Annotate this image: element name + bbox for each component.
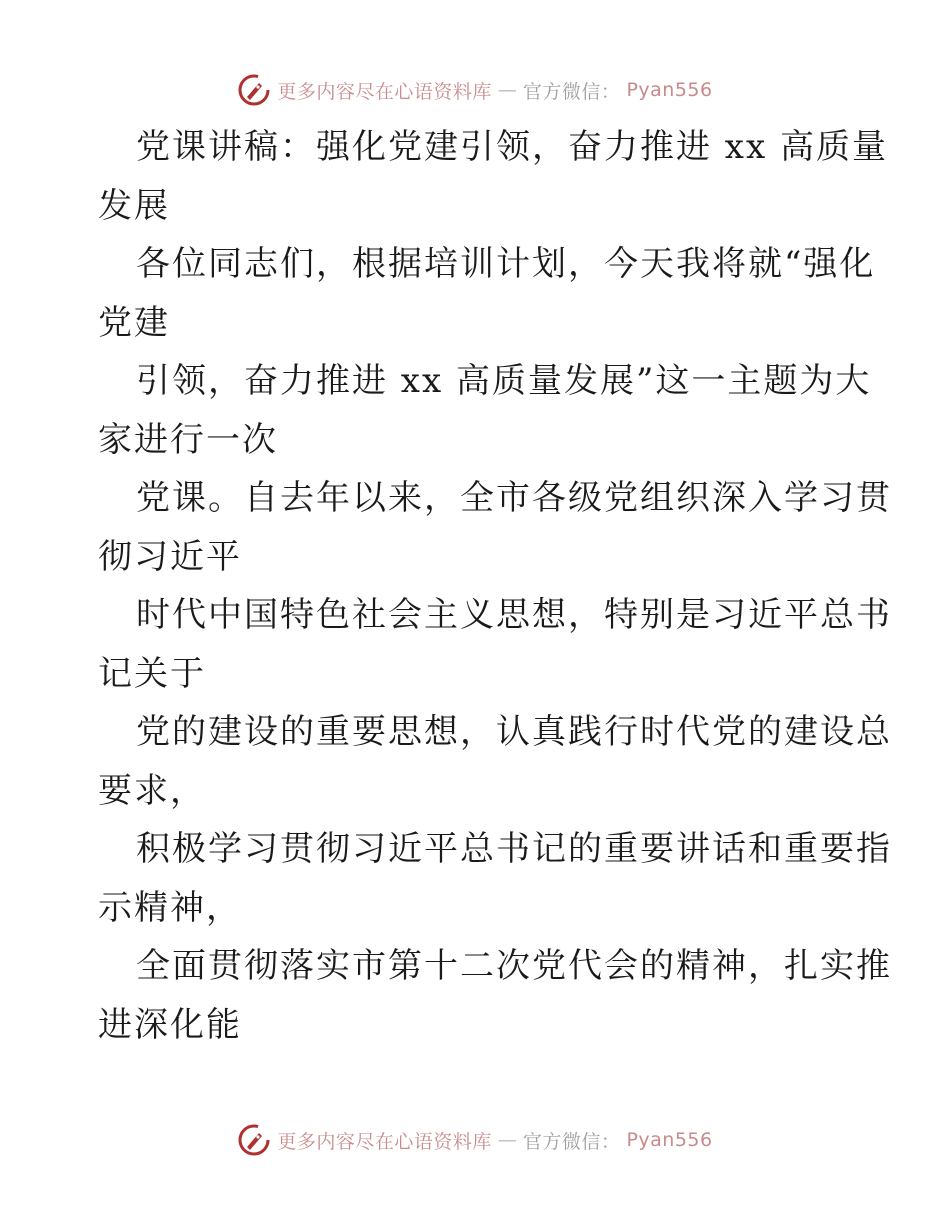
document-line: 示精神， (98, 887, 242, 928)
document-line: 发展 (98, 185, 170, 226)
document-line: 党课。自去年以来，全市各级党组织深入学习贯 (136, 478, 892, 518)
document-line: 引领，奋力推进 xx 高质量发展”这一主题为大 (136, 361, 872, 401)
document-line: 党建 (98, 302, 170, 343)
watermark-separator: — (497, 79, 517, 101)
pen-nib-logo-icon (237, 73, 271, 107)
document-line: 全面贯彻落实市第十二次党代会的精神，扎实推 (136, 946, 892, 986)
document-line: 各位同志们，根据培训计划，今天我将就“强化 (136, 244, 876, 284)
watermark-main-text: 更多内容尽在心语资料库 (277, 1130, 492, 1153)
document-body (98, 118, 892, 1054)
document-line: 积极学习贯彻习近平总书记的重要讲话和重要指 (136, 829, 892, 869)
pen-nib-logo-icon (237, 1123, 271, 1157)
watermark-main-text: 更多内容尽在心语资料库 (277, 80, 492, 103)
watermark-official-text: 官方微信： (522, 1130, 621, 1153)
document-line: 家进行一次 (98, 419, 278, 460)
document-line: 记关于 (98, 653, 206, 694)
document-line: 党课讲稿：强化党建引领，奋力推进 xx 高质量 (136, 127, 888, 167)
document-line: 彻习近平 (98, 536, 242, 577)
watermark-official-text: 官方微信： (522, 80, 621, 103)
document-line: 时代中国特色社会主义思想，特别是习近平总书 (136, 595, 892, 635)
footer-watermark (0, 1120, 950, 1160)
header-watermark (0, 70, 950, 110)
watermark-separator: — (497, 1129, 517, 1151)
document-line: 党的建设的重要思想，认真践行时代党的建设总 (136, 712, 892, 752)
document-line: 进深化能 (98, 1004, 242, 1045)
watermark-wechat-id: Pyan556 (626, 79, 713, 101)
document-line: 要求， (98, 770, 206, 811)
watermark-wechat-id: Pyan556 (626, 1129, 713, 1151)
